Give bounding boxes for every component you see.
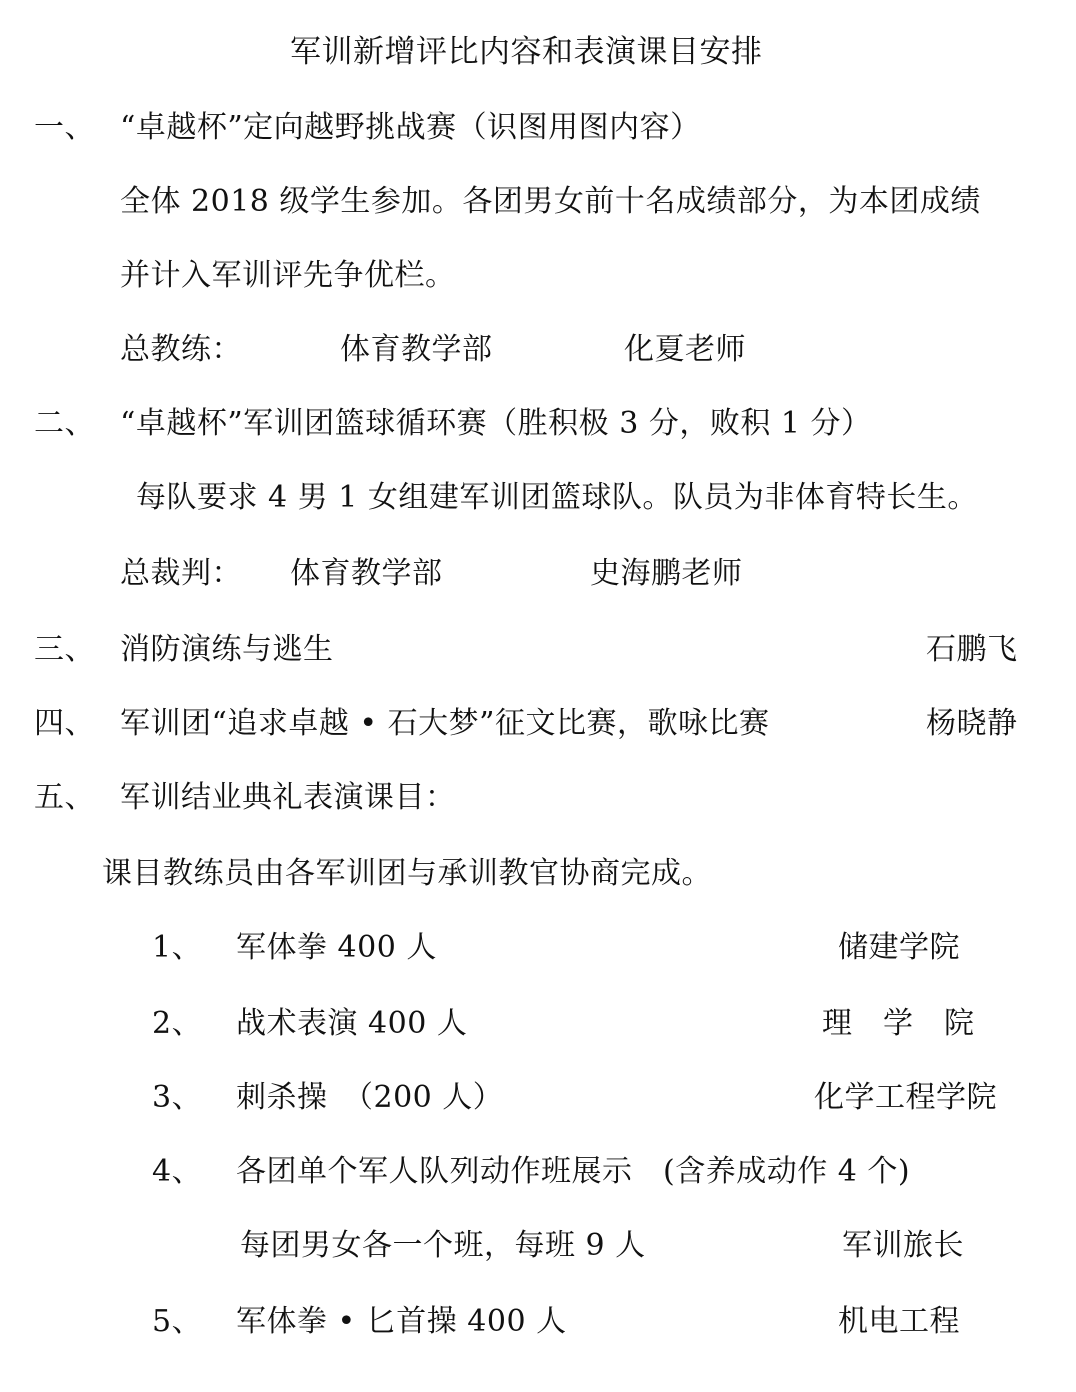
section-2-number: 二、 [34, 406, 95, 441]
item-5-text: 军体拳 • 匕首操 400 人 [236, 1304, 567, 1339]
item-4-subtext: 每团男女各一个班，每班 9 人 [240, 1228, 646, 1263]
section-1-heading: “卓越杯”定向越野挑战赛（识图用图内容） [120, 110, 701, 145]
section-2-heading: “卓越杯”军训团篮球循环赛（胜积极 3 分，败积 1 分） [120, 406, 872, 441]
section-1-person: 化夏老师 [624, 332, 746, 367]
item-4-unit: 军训旅长 [842, 1228, 964, 1263]
item-1-number: 1、 [152, 930, 203, 965]
item-3-number: 3、 [152, 1080, 203, 1115]
section-1-dept: 体育教学部 [340, 332, 493, 367]
item-3-unit: 化学工程学院 [814, 1080, 997, 1115]
section-5-intro: 课目教练员由各军训团与承训教官协商完成。 [102, 856, 712, 891]
section-4-person: 杨晓静 [926, 706, 1018, 741]
section-2-line-1: 每队要求 4 男 1 女组建军训团篮球队。队员为非体育特长生。 [136, 480, 978, 515]
page-title: 军训新增评比内容和表演课目安排 [290, 34, 763, 70]
section-3-number: 三、 [34, 632, 95, 667]
section-2-dept: 体育教学部 [290, 556, 443, 591]
item-2-unit: 理 学 院 [822, 1006, 975, 1041]
item-3-text: 刺杀操 （200 人） [236, 1080, 504, 1115]
section-5-number: 五、 [34, 780, 95, 815]
section-1-role: 总教练： [120, 332, 242, 367]
section-3-person: 石鹏飞 [926, 632, 1018, 667]
section-1-line-2: 并计入军训评先争优栏。 [120, 258, 456, 293]
item-4-number: 4、 [152, 1154, 203, 1189]
item-2-number: 2、 [152, 1006, 203, 1041]
item-1-unit: 储建学院 [838, 930, 960, 965]
section-1-line-1: 全体 2018 级学生参加。各团男女前十名成绩部分，为本团成绩 [120, 184, 981, 219]
section-2-role: 总裁判： [120, 556, 242, 591]
section-5-heading: 军训结业典礼表演课目： [120, 780, 456, 815]
section-4-heading: 军训团“追求卓越 • 石大梦”征文比赛，歌咏比赛 [120, 706, 770, 741]
section-2-person: 史海鹏老师 [590, 556, 743, 591]
item-5-unit: 机电工程 [838, 1304, 960, 1339]
item-2-text: 战术表演 400 人 [236, 1006, 468, 1041]
section-4-number: 四、 [34, 706, 95, 741]
item-5-number: 5、 [152, 1304, 203, 1339]
item-1-text: 军体拳 400 人 [236, 930, 437, 965]
section-3-heading: 消防演练与逃生 [120, 632, 334, 667]
section-1-number: 一、 [34, 110, 95, 145]
item-4-text: 各团单个军人队列动作班展示 (含养成动作 4 个) [236, 1154, 911, 1189]
